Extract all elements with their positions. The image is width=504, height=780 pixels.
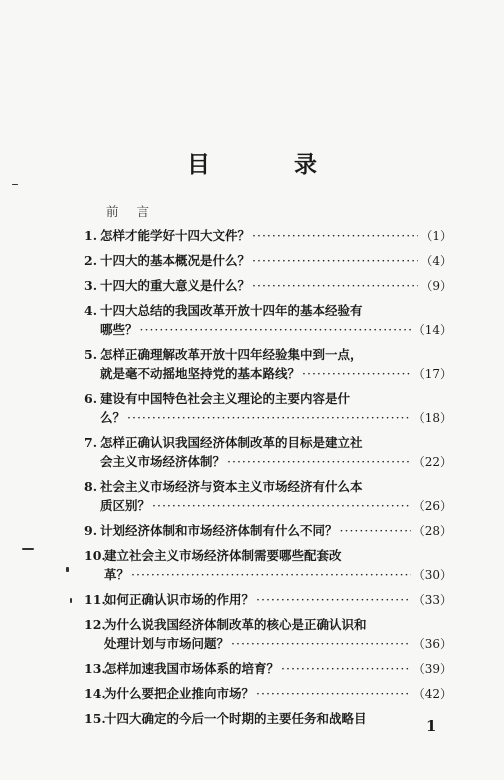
toc-entry-number: 1. (84, 228, 98, 243)
toc-entry-page: （14） (412, 323, 452, 337)
toc-entry-title-line: 处理计划与市场问题？ (104, 636, 230, 651)
toc-entry-page: （9） (420, 279, 452, 293)
leader-dots (252, 226, 418, 245)
toc-entry-title-line: 如何正确认识市场的作用？ (104, 592, 255, 607)
toc-entry-title-line: 建设有中国特色社会主义理论的主要内容是什 (100, 391, 351, 406)
toc-entry-number: 8. (84, 479, 98, 494)
toc-entry (84, 659, 452, 679)
toc-entry-page: （30） (412, 568, 452, 582)
toc-entry-page: （26） (412, 499, 452, 513)
scan-speck (12, 184, 18, 185)
toc-entry-title-line: 质区别？ (100, 498, 151, 513)
toc-entry (84, 615, 452, 654)
toc-entry-page: （1） (420, 229, 452, 243)
toc-entry (84, 433, 452, 472)
toc-entry-title-line: 为什么要把企业推向市场？ (104, 686, 255, 701)
toc-entry-number: 2. (84, 253, 98, 268)
toc-entry-page: （28） (412, 524, 452, 538)
leader-dots (231, 634, 411, 653)
scan-speck (22, 548, 34, 550)
toc-entry-title-line: 哪些？ (100, 322, 138, 337)
leader-dots (302, 364, 411, 383)
toc-entry-number: 12. (84, 617, 106, 632)
toc-entry-number: 13. (84, 661, 106, 676)
leader-dots (152, 496, 411, 515)
toc-entry-number: 6. (84, 391, 98, 406)
toc-entry-number: 14. (84, 686, 106, 701)
leader-dots (227, 452, 411, 471)
toc-entry-title-line: 怎样正确理解改革开放十四年经验集中到一点， (100, 347, 363, 362)
leader-dots (256, 684, 411, 703)
leader-dots (127, 408, 411, 427)
toc-entry (84, 521, 452, 541)
leader-dots (340, 521, 411, 540)
toc-entry (84, 301, 452, 340)
toc-entry-number: 5. (84, 347, 98, 362)
toc-entry-title-line: 怎样正确认识我国经济体制改革的目标是建立社 (100, 435, 363, 450)
leader-dots (140, 320, 411, 339)
toc-entry-title-line: 建立社会主义市场经济体制需要哪些配套改 (104, 548, 342, 563)
toc-entry-title-line: 会主义市场经济体制？ (100, 454, 226, 469)
toc-entry (84, 477, 452, 516)
leader-dots (252, 251, 418, 270)
toc-entry (84, 709, 452, 728)
toc-entry-page: （42） (412, 687, 452, 701)
toc-entry-number: 10. (84, 548, 106, 563)
toc-entry-title-line: 怎样加速我国市场体系的培育？ (104, 661, 280, 676)
toc-entry-title-line: 怎样才能学好十四大文件？ (100, 228, 251, 243)
toc-entry-title-line: 社会主义市场经济与资本主义市场经济有什么本 (100, 479, 363, 494)
toc-entry-number: 7. (84, 435, 98, 450)
toc-entry-title-line: 十四大的基本概况是什么？ (100, 253, 251, 268)
toc-entry-number: 11. (84, 592, 106, 607)
toc-entry (84, 590, 452, 610)
scan-speck (66, 567, 69, 572)
toc-entry-title-line: 十四大的重大意义是什么？ (100, 278, 251, 293)
toc-entry-number: 9. (84, 523, 98, 538)
toc-entry-title-line: 十四大总结的我国改革开放十四年的基本经验有 (100, 303, 363, 318)
leader-dots (131, 565, 411, 584)
toc-entry-page: （39） (412, 662, 452, 676)
table-of-contents (84, 226, 452, 733)
leader-dots (281, 659, 411, 678)
toc-entry-page: （36） (412, 637, 452, 651)
toc-entry-title-line: 为什么说我国经济体制改革的核心是正确认识和 (104, 617, 367, 632)
toc-entry (84, 345, 452, 384)
leader-dots (252, 276, 418, 295)
toc-entry-number: 4. (84, 303, 98, 318)
toc-entry-page: （22） (412, 455, 452, 469)
toc-entry-title-line: 革？ (104, 567, 130, 582)
toc-entry-number: 15. (84, 711, 106, 726)
page-title: 目 录 (186, 152, 355, 178)
toc-entry-page: （18） (412, 411, 452, 425)
toc-entry-title-line: 么？ (100, 410, 126, 425)
toc-entry-page: （17） (412, 367, 452, 381)
toc-entry-title-line: 就是毫不动摇地坚持党的基本路线？ (100, 366, 301, 381)
toc-entry-page: （33） (412, 593, 452, 607)
page-number: 1 (426, 717, 437, 735)
toc-entry-title-line: 计划经济体制和市场经济体制有什么不同？ (100, 523, 338, 538)
scan-speck (70, 598, 72, 603)
toc-entry-number: 3. (84, 278, 98, 293)
toc-entry (84, 546, 452, 585)
toc-entry (84, 226, 452, 246)
toc-entry (84, 251, 452, 271)
toc-entry-page: （4） (420, 254, 452, 268)
toc-entry (84, 684, 452, 704)
leader-dots (256, 590, 411, 609)
toc-entry (84, 389, 452, 428)
toc-entry-title-line: 十四大确定的今后一个时期的主要任务和战略目 (104, 711, 367, 726)
toc-entry (84, 276, 452, 296)
preface-entry: 前言 (106, 204, 168, 219)
